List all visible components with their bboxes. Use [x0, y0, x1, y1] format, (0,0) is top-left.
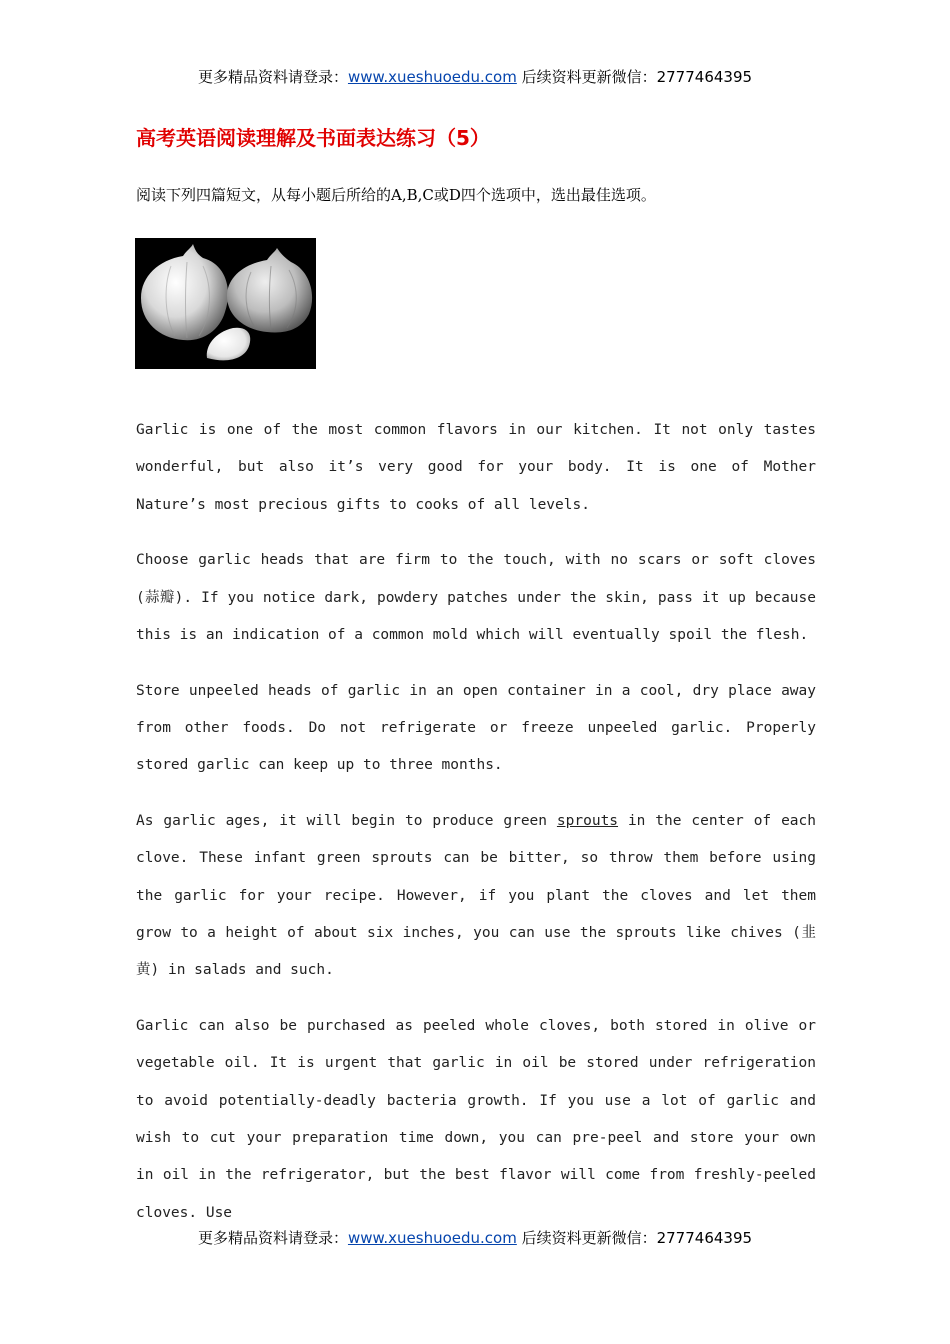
header-link[interactable]: www.xueshuoedu.com — [347, 68, 517, 86]
page-footer — [0, 1227, 950, 1248]
footer-suffix: 后续资料更新微信：2777464395 — [516, 1229, 753, 1247]
garlic-photo — [135, 238, 316, 369]
paragraph-4-end: in the center of each clove. These infant green sprouts can be bitter, so throw them before using the garlic for your recipe. However, if you plant the cloves and let them grow to a height of about six inches, you can use the sprouts like chives (韭黄) in salads and such. — [136, 813, 816, 979]
paragraph-4 — [136, 803, 816, 989]
paragraph-2: Choose garlic heads that are firm to the touch, with no scars or soft cloves (蒜瓣). If you notice dark, powdery patches under the skin, pass it up because this is an indication of a common mold which will eventually spoil the flesh. — [136, 552, 816, 643]
header-prefix: 更多精品资料请登录： — [197, 68, 348, 86]
paragraph-5: Garlic can also be purchased as peeled whole cloves, both stored in olive or vegetable oil. It is urgent that garlic in oil be stored under refrigeration to avoid potentially-deadly bacteria growth. If you use a lot of garlic and wish to cut your preparation time down, you can pre-peel and store your own in oil in the refrigerator, but the best flavor will come from freshly-peeled cloves. Use — [136, 1018, 816, 1221]
underlined-word-sprouts: sprouts — [556, 813, 619, 830]
footer-link[interactable]: www.xueshuoedu.com — [347, 1229, 517, 1247]
document-title: 高考英语阅读理解及书面表达练习（5） — [136, 126, 490, 150]
footer-prefix: 更多精品资料请登录： — [197, 1229, 348, 1247]
paragraph-3: Store unpeeled heads of garlic in an open container in a cool, dry place away from other foods. Do not refrigerate or freeze unpeeled garlic. Properly stored garlic can keep up to three months. — [136, 682, 816, 774]
passage-body — [136, 412, 816, 1250]
instruction-text: 阅读下列四篇短文，从每小题后所给的A,B,C或D四个选项中，选出最佳选项。 — [136, 186, 656, 204]
header-suffix: 后续资料更新微信：2777464395 — [516, 68, 753, 86]
paragraph-1: Garlic is one of the most common flavors in our kitchen. It not only tastes wonderful, but also it’s very good for your body. It is one of Mother Nature’s most precious gifts to cooks of all levels. — [136, 422, 816, 513]
paragraph-4-start: As garlic ages, it will begin to produce green — [136, 813, 557, 830]
page-header — [0, 66, 950, 87]
